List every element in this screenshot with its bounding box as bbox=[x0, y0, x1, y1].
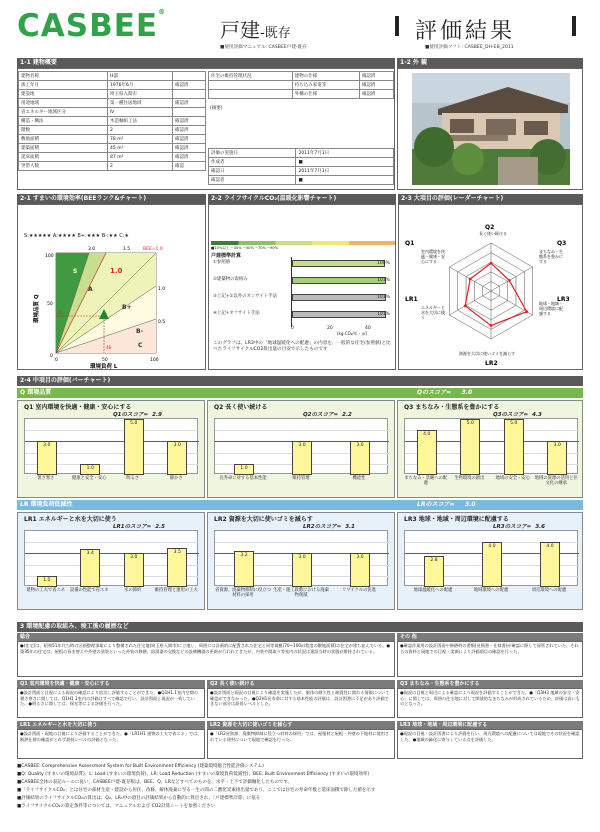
lcco2-pct: 101% bbox=[377, 312, 390, 317]
legend-gradient bbox=[211, 241, 395, 245]
overview-cell: 外構の仕様 bbox=[292, 90, 359, 99]
q3-note-header: Q3 まちなみ・生態系を豊かにする bbox=[397, 680, 583, 688]
q3-note: ●現況の目視と周辺による確認により現況を評価することができた。●「Q3H3 地域の安全・安心」に関しては、周囲の住宅地に対して開放的なまちなみが形成されているため、評価は高いものとなった。 bbox=[397, 688, 583, 718]
lr2-score bbox=[303, 522, 355, 530]
lcco2-bar bbox=[292, 260, 385, 267]
software-line: ■使用評価ソフト: CASBEE_DH-EB_2011 bbox=[425, 45, 514, 50]
q3-score-label: Q3のスコア= bbox=[493, 412, 529, 418]
q2-bar-value: 3.0 bbox=[356, 443, 364, 449]
gridline bbox=[215, 430, 389, 431]
overview-cell bbox=[209, 90, 293, 99]
q3-bar-value: 5.0 bbox=[510, 421, 518, 426]
lr1-bar-label: 維持管理と運用の工夫 bbox=[154, 588, 198, 593]
overview-row bbox=[19, 90, 206, 99]
q3-bar-label: 生物環境の創出 bbox=[454, 476, 485, 481]
bee-chart-svg bbox=[18, 243, 207, 371]
lr1-note-header: LR1 エネルギーと水を大切に使う bbox=[17, 721, 205, 729]
q1-bar-panel bbox=[17, 400, 205, 498]
lr3-bar-value: 2.8 bbox=[430, 557, 438, 563]
lcco2-pct: 101% bbox=[377, 278, 390, 283]
overview-row bbox=[209, 72, 394, 81]
lc-tick-20: 20 bbox=[327, 326, 333, 331]
q3-bar-value: 5.0 bbox=[466, 421, 474, 426]
bee-label: BEE=1.0 bbox=[143, 247, 163, 252]
lcco2-note: このグラフは、LR3中の「地球温暖化への配慮」の内容を、一般的な住宅(参照値)と比べたライフサイクルCO2排出量の目安で示したものです bbox=[213, 341, 391, 352]
casbee-logo: CASBEE® bbox=[17, 8, 167, 44]
overview-row bbox=[19, 108, 206, 117]
footer-notes bbox=[17, 763, 583, 811]
lcco2-panel bbox=[208, 204, 396, 370]
lr3-plot bbox=[404, 530, 578, 586]
lr1-bar-panel bbox=[17, 512, 205, 610]
lcco2-pct: 100% bbox=[377, 261, 390, 266]
q3-bar-label: 地域の安全・安心 bbox=[495, 476, 530, 481]
q3-bar-value: 4.0 bbox=[423, 432, 431, 438]
overview-right-bottom-table bbox=[208, 148, 394, 185]
overview-cell: 確認 bbox=[173, 162, 206, 171]
overview-row bbox=[19, 81, 206, 90]
lcco2-pct: 101% bbox=[377, 295, 390, 300]
lr1-bar-value: 1.0 bbox=[43, 577, 51, 583]
overview-cell: 確認済 bbox=[173, 144, 206, 153]
lc-unit: (kg-CO₂/年・㎡) bbox=[337, 331, 368, 336]
overview-cell bbox=[173, 72, 206, 81]
radar-point bbox=[490, 262, 493, 265]
zone-s: S bbox=[73, 268, 78, 275]
overview-cell: 建物の仕様 bbox=[292, 72, 359, 81]
zone-c: C bbox=[138, 342, 143, 349]
tick-05: 0.5 bbox=[158, 320, 166, 325]
overview-cell: 作成者 bbox=[209, 158, 296, 167]
lcco2-row-label: ④上記+オフサイト手法 bbox=[213, 311, 260, 316]
overview-cell: 78 m² bbox=[108, 135, 173, 144]
lr2-bar-label: リサイクルの促進 bbox=[342, 588, 376, 593]
y-100: 100 bbox=[45, 254, 54, 259]
radar-axis-label: LR2 bbox=[485, 360, 498, 367]
x-axis-label: 環境負荷 L bbox=[90, 364, 118, 370]
q1-note-header: Q1 室内環境を快適・健康・安心にする bbox=[17, 680, 205, 688]
radar-axis-desc: 資源を大切に使いゴミを減らす bbox=[459, 351, 515, 356]
overview-row bbox=[209, 167, 394, 176]
overview-cell: 竣工年月 bbox=[19, 81, 108, 90]
q3-bar-panel bbox=[397, 400, 583, 498]
y-50: 50 bbox=[47, 302, 53, 307]
overview-cell: 用途地域 bbox=[19, 99, 108, 108]
lc-tick-0: 0 bbox=[291, 326, 294, 331]
overview-row bbox=[209, 158, 394, 167]
overview-row bbox=[209, 81, 394, 90]
radar-point bbox=[464, 304, 467, 307]
q2-plot bbox=[214, 418, 388, 474]
q2-bar-label: 長寿命に対する基本性能 bbox=[219, 476, 267, 481]
lr3-score-value: 3.6 bbox=[535, 524, 545, 530]
q1-bar-label: 暑さ寒さ bbox=[37, 476, 55, 481]
section-3-header: 3 環境配慮の取組み、竣工後の履歴など bbox=[17, 622, 583, 632]
lr2-bar-value: 3.0 bbox=[356, 555, 364, 561]
bee-value: 1.0 bbox=[110, 267, 123, 275]
exterior-photo-frame bbox=[397, 68, 583, 190]
section-2-4-header: 2-4 中項目の評価(バーチャート) bbox=[17, 376, 583, 386]
lr2-title: LR2 資源を大切に使いゴミを減らす bbox=[214, 516, 313, 523]
overview-row bbox=[19, 99, 206, 108]
lr3-bar-label: 地球温暖化への配慮 bbox=[413, 588, 453, 593]
overview-row bbox=[19, 153, 206, 162]
overview-cell: 建設地 bbox=[19, 90, 108, 99]
lcco2-row-label: ②建築物の取組み bbox=[213, 277, 248, 282]
manual-line: ■使用評価マニュアル: CASBEE戸建-既存 bbox=[220, 45, 307, 50]
overview-row bbox=[209, 149, 394, 158]
footer-line-5: ■評価結果のライフサイクルCO₂の算出は、Q₂、LR₃中の項目の評価結果から自動的に算出され、「戸建標準計算」に依る bbox=[17, 796, 261, 801]
overview-cell: 1976年6月 bbox=[108, 81, 173, 90]
lr3-bar-panel bbox=[397, 512, 583, 610]
q2-bar-label: 機能性 bbox=[352, 476, 366, 481]
l-value: 48 bbox=[106, 345, 112, 350]
q1-bar-label: 静かさ bbox=[169, 476, 183, 481]
q-bar: Q 環境品質 Qのスコア= 3.0 bbox=[17, 388, 583, 398]
lr1-bar-label: 水の節約 bbox=[124, 588, 142, 593]
overview-cell: 確認済 bbox=[359, 72, 393, 81]
q1-score-label: Q1のスコア= bbox=[113, 412, 149, 418]
lr1-plot bbox=[24, 530, 198, 586]
q1-plot bbox=[24, 418, 198, 474]
lr1-bar-value: 3.5 bbox=[173, 549, 181, 555]
radar-point bbox=[525, 310, 528, 313]
q3-bar bbox=[504, 419, 524, 475]
q1-bar-label: 健康と安全・安心 bbox=[72, 476, 107, 481]
q2-title: Q2 長く使い続ける bbox=[214, 404, 268, 411]
q1-bar-label: 明るさ bbox=[126, 476, 140, 481]
radar-panel bbox=[398, 204, 583, 370]
q-value: 62 bbox=[58, 310, 64, 315]
overview-cell: 構造・構法 bbox=[19, 117, 108, 126]
lr2-score-value: 3.1 bbox=[345, 524, 355, 530]
lr2-plot bbox=[214, 530, 388, 586]
lr3-bar-label: 周辺環境への配慮 bbox=[531, 588, 567, 593]
overview-row bbox=[19, 72, 206, 81]
overview-cell: 木造軸組工法 bbox=[108, 117, 173, 126]
q3-bar bbox=[460, 419, 480, 475]
lr3-note-header: LR3 地球・地域・周辺環境に配慮する bbox=[397, 721, 583, 729]
overview-cell: 2011年7月1日 bbox=[296, 167, 394, 176]
overview-row bbox=[209, 90, 394, 99]
q2-score-value: 2.2 bbox=[342, 412, 352, 418]
overview-cell bbox=[209, 81, 293, 90]
building-overview bbox=[17, 68, 395, 190]
q2-bar-label: 維持管理 bbox=[292, 476, 310, 481]
lr2-bar-value: 3.0 bbox=[298, 555, 306, 561]
lcco2-row-label: ①参照値 bbox=[213, 260, 231, 265]
lr3-bar-value: 4.0 bbox=[546, 544, 554, 550]
y-axis-label: 環境品質 Q bbox=[34, 294, 40, 323]
overview-cell: 延床面積 bbox=[19, 153, 108, 162]
footer-line-3: ■CASBEE全体の表記ルールに従い、CASBEE戸建-既存版は、BEE、Q、LRなどすべてのものを、水平・上下で評価軸化したものです。 bbox=[17, 780, 292, 785]
overview-cell: 確認済 bbox=[173, 135, 206, 144]
overview-cell: 建物名称 bbox=[19, 72, 108, 81]
overview-cell: 2011年7月1日 bbox=[296, 149, 394, 158]
radar-axis-desc: 長く使い続ける bbox=[479, 231, 507, 236]
q3-score bbox=[493, 410, 542, 418]
q1-bar-value: 1.0 bbox=[86, 465, 94, 471]
overview-left-table bbox=[18, 71, 206, 171]
lr1-note: ●設計図面・現地の目視により評価することができた。●「LR1H1 建物の工夫で省エネ」では、断熱仕様の確認がとれず最低レベルの評価となった。 bbox=[17, 729, 205, 759]
overview-row bbox=[19, 126, 206, 135]
overview-row bbox=[19, 144, 206, 153]
lcco2-bar bbox=[292, 294, 386, 301]
gridline bbox=[25, 430, 199, 431]
other-text: ●確認作業用の設計図面や修繕時の書類(見積書・仕様書)が確認に際して保管されていた。それらの資料と現地での目視・実測により評価項目の確認を行った。 bbox=[397, 641, 583, 677]
overview-cell: ■ bbox=[296, 158, 394, 167]
overview-cell: 確認済 bbox=[173, 81, 206, 90]
section-2-3-header: 2-3 大項目の評価(レーダーチャート) bbox=[398, 194, 583, 204]
footer-line-6: ■ライフサイクルCO₂の算定条件等については、マニュアルおよび CO2計算シートを参照ください bbox=[17, 804, 216, 809]
radar-axis-label: LR1 bbox=[405, 296, 418, 303]
q2-score-label: Q2のスコア= bbox=[303, 412, 339, 418]
q3-plot bbox=[404, 418, 578, 474]
overview-cell: Ⅳ bbox=[108, 108, 173, 117]
q1-note: ●設計図面と目視による現況の確認により宿泊し評価することができた。●Q1H1.1室内空間の暑さ寒さに関しては、Q1H1 1室内の評価はすべて確認で行い、設計図面と現況が一致していた。●明るさに関しては、採光等による評価を行った。 bbox=[17, 688, 205, 718]
q1-score bbox=[113, 410, 162, 418]
lr3-score-label: LR3のスコア= bbox=[493, 524, 532, 530]
section-2-1-header: 2-1 すまいの環境効率(BEEランク&チャート) bbox=[17, 194, 206, 204]
q3-bar-label: 地域の資源の活用と住文化の継承 bbox=[534, 476, 578, 486]
radar-axis-label: LR3 bbox=[557, 296, 570, 303]
q2-note: ●設計図面と現況の目視により確認を実施したが、躯体の耐久性と耐震性に関わる情報について確認ができなかった。●Q2H1長寿命に対する基本性能の評価は、設計図書に不足があり評価できない部分は最低レベルとした。 bbox=[207, 688, 395, 718]
y-0: 0 bbox=[50, 354, 53, 359]
x-0: 0 bbox=[55, 358, 58, 363]
radar-axis-label: Q3 bbox=[557, 240, 567, 247]
tick-3: 3.0 bbox=[88, 247, 96, 252]
general-text: ●(住宅)は、昭和51年代当時の区画整理事業により整備された住宅地(埼玉県入間市)に立地し、周囲には計画的に配置された住宅と同等規模(70~100㎡程度の敷地面積)の住宅が建ち並んでいる。●築35年の住宅は、屋根の葺き替えや外壁の塗装といった外装の修繕、給湯器の交換などの設備機器の更新が行われてきたが、内装や間取り等室内の状況は建設当時の状態が維持されている。 bbox=[17, 641, 395, 677]
overview-row bbox=[19, 162, 206, 171]
title-jp: 戸建-既存 bbox=[220, 18, 291, 42]
overview-cell: 87 m² bbox=[108, 153, 173, 162]
overview-cell: ■ bbox=[296, 176, 394, 185]
overview-cell: 省エネルギー地域区分 bbox=[19, 108, 108, 117]
overview-cell: 住宅の維持管理状況 bbox=[209, 72, 293, 81]
section-1-2-header: 1-2 外 観 bbox=[397, 58, 583, 68]
overview-cell: 階数 bbox=[19, 126, 108, 135]
q2-bar-panel bbox=[207, 400, 395, 498]
radar-axis-label: Q1 bbox=[405, 240, 415, 247]
overview-cell: 確認済 bbox=[173, 126, 206, 135]
lr-bar: LR 環境負荷低減性 LRのスコア= 3.0 bbox=[17, 500, 583, 510]
lr1-bar-label: 設備の性能で省エネ bbox=[69, 588, 109, 593]
lr2-bar-label: 省資源、廃棄物抑制に役立つ材料の採用 bbox=[215, 588, 271, 598]
lr1-score-value: 2.5 bbox=[155, 524, 165, 530]
lr3-score bbox=[493, 522, 545, 530]
overview-cell: 確認済 bbox=[173, 99, 206, 108]
overview-cell: 確認済 bbox=[359, 90, 393, 99]
zone-a: A bbox=[88, 286, 93, 293]
radar-axis-desc: 室内環境を快適・健康・安心にする bbox=[421, 249, 445, 264]
radar-point bbox=[469, 278, 472, 281]
lr3-note: ●現況の目視・設計図書により評価を行い、周辺環境への配慮については現地でその状況を確認した。●地域の緑化に寄与している点を評価した。 bbox=[397, 729, 583, 759]
q2-bar-value: 1.0 bbox=[240, 465, 248, 471]
lr1-bar-value: 3.0 bbox=[130, 555, 138, 561]
tick-15: 1.5 bbox=[123, 247, 131, 252]
q2-score bbox=[303, 410, 352, 418]
overview-cell: 2 bbox=[108, 162, 173, 171]
lr3-bar-label: 地域環境への配慮 bbox=[473, 588, 509, 593]
radar-spoke bbox=[449, 291, 491, 315]
zone-bm: B- bbox=[136, 328, 144, 335]
lr1-score-label: LR1のスコア= bbox=[113, 524, 152, 530]
lr2-score-label: LR2のスコア= bbox=[303, 524, 342, 530]
bee-chart-panel bbox=[17, 204, 206, 370]
lr2-bar-value: 3.2 bbox=[240, 553, 248, 559]
lr3-bar-value: 4.0 bbox=[488, 544, 496, 550]
radar-axis-label: Q2 bbox=[485, 224, 495, 231]
overview-cell: 確認済 bbox=[173, 117, 206, 126]
overview-cell: 2 bbox=[108, 126, 173, 135]
title-bar-right bbox=[572, 16, 576, 36]
q1-bar-value: 3.0 bbox=[173, 443, 181, 449]
house-photo bbox=[398, 69, 584, 191]
q3-score-value: 4.3 bbox=[532, 412, 542, 418]
lc-tick-40: 40 bbox=[365, 326, 371, 331]
q1-score-value: 2.9 bbox=[152, 412, 162, 418]
lcco2-legend: ■10%以上 ~30% ~50% ~70% ~90% bbox=[211, 246, 279, 250]
radar-axis-desc: まちなみ・生態系を豊かにする bbox=[539, 249, 563, 264]
lr1-title: LR1 エネルギーと水を大切に使う bbox=[24, 516, 117, 523]
overview-cell bbox=[173, 90, 206, 99]
overview-cell: 敷地面積 bbox=[19, 135, 108, 144]
x-100: 100 bbox=[150, 358, 159, 363]
overview-cell bbox=[173, 108, 206, 117]
lcco2-row-label: ③上記+②以外のオンサイト手法 bbox=[213, 294, 277, 299]
lcco2-bar bbox=[292, 277, 386, 284]
lr2-bar-label: 生産・施工段階における廃棄物削減 bbox=[273, 588, 329, 598]
overview-cell: H邸 bbox=[108, 72, 173, 81]
radar-point bbox=[490, 324, 493, 327]
overview-row bbox=[19, 135, 206, 144]
radar-point bbox=[508, 279, 511, 282]
lr2-bar-panel bbox=[207, 512, 395, 610]
overview-cell: 確認済 bbox=[359, 81, 393, 90]
memo-label: (摘要) bbox=[210, 106, 223, 111]
q3-title: Q3 まちなみ・生態系を豊かにする bbox=[404, 404, 500, 411]
lcco2-bar bbox=[292, 311, 386, 318]
q1-bar-value: 5.0 bbox=[130, 421, 138, 426]
overview-cell: 第一種住居地域 bbox=[108, 99, 173, 108]
lcco2-axis bbox=[291, 257, 292, 327]
overview-cell: 持ち込み家電等 bbox=[292, 81, 359, 90]
zone-bp: B+ bbox=[122, 304, 132, 311]
lr1-score bbox=[113, 522, 165, 530]
q1-title: Q1 室内環境を快適・健康・安心にする bbox=[24, 404, 132, 411]
other-header: その 他 bbox=[397, 633, 583, 641]
overview-row bbox=[19, 117, 206, 126]
tick-1: 1.0 bbox=[158, 287, 166, 292]
footer-line-2: ■Q: Quality (すまいの環境品質)、L: Load (すまいの環境負荷)、LR: Load Reduction (すまいの環境負荷低減性)、BEE: Built Environment Efficiency (すまいの環境効率) bbox=[17, 772, 370, 777]
overview-cell: 世帯人数 bbox=[19, 162, 108, 171]
q3-bar-label: まちなみ・景観への配慮 bbox=[404, 476, 448, 486]
title-bar-left bbox=[395, 16, 399, 36]
rank-legend: S:★★★★★ A:★★★★ B+:★★★ B-:★★ C:★ bbox=[24, 233, 129, 239]
radar-axis-desc: 地球・地域・周辺環境に配慮する bbox=[539, 301, 563, 316]
lr1-bar-value: 3.4 bbox=[86, 550, 94, 556]
lr2-note: ●「LR2省資源、廃棄物抑制に役立つ材料の採用」では、屋根材と屋根・外壁の下地材に使用されている建材について現地で確認を行った。 bbox=[207, 729, 395, 759]
q2-note-header: Q2 長く使い続ける bbox=[207, 680, 395, 688]
section-2-2-header: 2-2 ライフサイクルCO₂(温暖化影響チャート) bbox=[208, 194, 396, 204]
result-title: 評価結果 bbox=[415, 19, 516, 44]
overview-cell: 確認済 bbox=[173, 153, 206, 162]
overview-right-top-table bbox=[208, 71, 394, 99]
overview-cell: 確認者 bbox=[209, 176, 296, 185]
radar-spoke bbox=[491, 267, 533, 291]
q1-bar-value: 3.0 bbox=[43, 443, 51, 449]
lcco2-sub: 戸建標準計算 bbox=[211, 253, 242, 259]
gridline bbox=[215, 542, 389, 543]
section-1-1-header: 1-1 建物概要 bbox=[17, 58, 395, 68]
radar-chart bbox=[399, 205, 584, 371]
q3-bar-value: 3.0 bbox=[553, 443, 561, 449]
lr2-note-header: LR2 資源を大切に使いゴミを減らす bbox=[207, 721, 395, 729]
overview-row bbox=[209, 176, 394, 185]
footer-line-1: ■CASBEE: Comprehensive Assessment System for Built Environment Efficiency (建築環境総合性能評価システム) bbox=[17, 764, 264, 769]
overview-cell: 確認日 bbox=[209, 167, 296, 176]
radar-axis-desc: エネルギーと水を大切に使う bbox=[421, 305, 445, 320]
overview-cell: 評価の実施日 bbox=[209, 149, 296, 158]
gridline bbox=[25, 542, 199, 543]
overview-cell: 建築面積 bbox=[19, 144, 108, 153]
overview-cell: 45 m² bbox=[108, 144, 173, 153]
overview-cell: 埼玉県入間市 bbox=[108, 90, 173, 99]
lr1-bar-label: 建物の工夫で省エネ bbox=[26, 588, 66, 593]
q2-bar-value: 3.0 bbox=[298, 443, 306, 449]
q1-bar bbox=[124, 419, 144, 475]
x-50: 50 bbox=[102, 358, 108, 363]
lr3-title: LR3 地球・地域・周辺環境に配慮する bbox=[404, 516, 509, 523]
general-header: 総合 bbox=[17, 633, 395, 641]
footer-line-4: ■「ライフサイクルCO₂」とは住宅の部材生産・建設から居住、改修、解体廃棄に至る一生の間の二酸化炭素排出量であり、ここでは住宅の寿命年数と延床面積で除した値を示す bbox=[17, 788, 376, 793]
